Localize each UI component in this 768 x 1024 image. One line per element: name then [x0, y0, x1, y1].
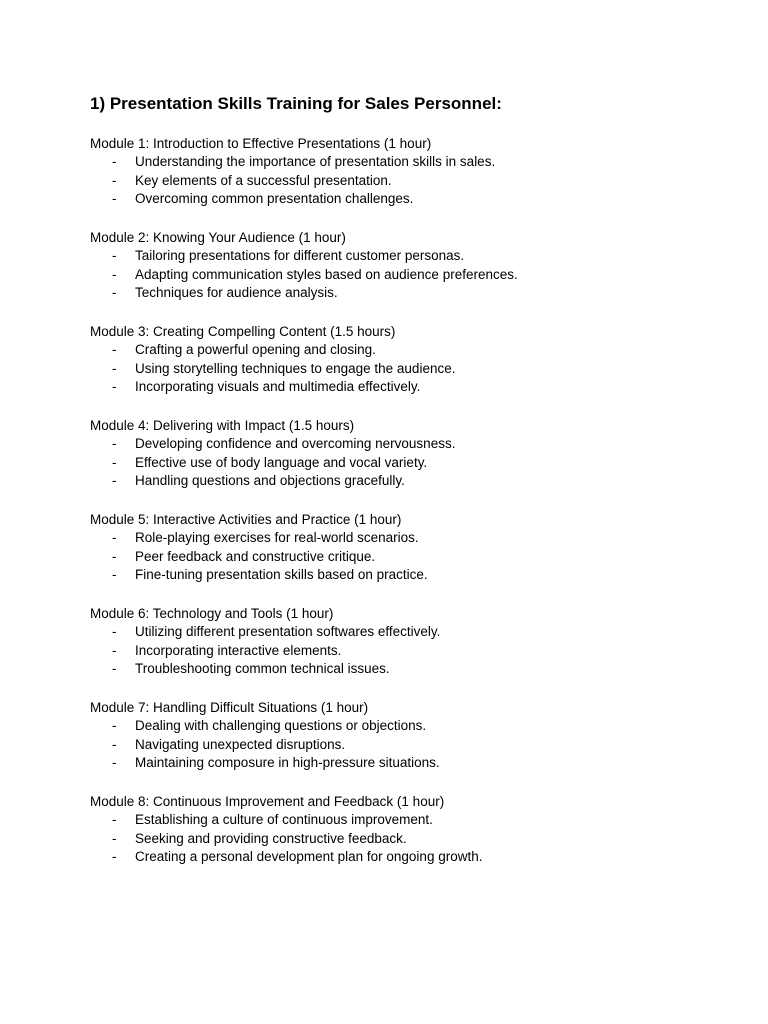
bullet-dash: -	[112, 436, 117, 451]
bullet-dash: -	[112, 473, 117, 489]
module-8	[90, 792, 710, 867]
list-item-text: Adapting communication styles based on audience preferences.	[135, 266, 518, 282]
list-item-text: Incorporating interactive elements.	[135, 642, 342, 658]
list-item	[90, 360, 710, 379]
list-item-text: Maintaining composure in high-pressure situations.	[135, 755, 440, 771]
module-2	[90, 228, 710, 303]
list-item	[90, 811, 710, 830]
bullet-list	[90, 435, 710, 491]
list-item-text: Navigating unexpected disruptions.	[135, 736, 346, 752]
bullet-dash: -	[112, 624, 117, 639]
bullet-dash: -	[112, 530, 117, 545]
list-item	[90, 190, 710, 209]
module-4	[90, 416, 710, 491]
bullet-list	[90, 247, 710, 303]
bullet-dash: -	[112, 154, 117, 169]
list-item	[90, 378, 710, 397]
bullet-dash: -	[112, 454, 117, 470]
bullet-list	[90, 623, 710, 679]
list-item-text: Overcoming common presentation challenges.	[135, 191, 414, 207]
list-item-text: Establishing a culture of continuous improvement.	[135, 812, 433, 827]
list-item	[90, 284, 710, 303]
list-item	[90, 435, 710, 454]
bullet-dash: -	[112, 736, 117, 752]
bullet-list	[90, 717, 710, 773]
bullet-dash: -	[112, 172, 117, 188]
bullet-dash: -	[112, 812, 117, 827]
bullet-list	[90, 811, 710, 867]
list-item	[90, 341, 710, 360]
list-item-text: Understanding the importance of presentation skills in sales.	[135, 154, 496, 169]
list-item	[90, 736, 710, 755]
module-5	[90, 510, 710, 585]
module-heading: Module 4: Delivering with Impact (1.5 hours)	[90, 418, 355, 433]
list-item-text: Incorporating visuals and multimedia effectively.	[135, 379, 421, 395]
module-heading: Module 5: Interactive Activities and Practice (1 hour)	[90, 512, 402, 527]
bullet-dash: -	[112, 379, 117, 395]
bullet-dash: -	[112, 661, 117, 677]
list-item	[90, 454, 710, 473]
list-item	[90, 529, 710, 548]
list-item	[90, 830, 710, 849]
bullet-dash: -	[112, 342, 117, 357]
list-item-text: Utilizing different presentation softwares effectively.	[135, 624, 441, 639]
bullet-dash: -	[112, 360, 117, 376]
bullet-list	[90, 529, 710, 585]
bullet-dash: -	[112, 642, 117, 658]
bullet-dash: -	[112, 285, 117, 301]
list-item-text: Developing confidence and overcoming nervousness.	[135, 436, 456, 451]
list-item-text: Tailoring presentations for different customer personas.	[135, 248, 465, 263]
bullet-dash: -	[112, 567, 117, 583]
list-item	[90, 153, 710, 172]
module-heading: Module 6: Technology and Tools (1 hour)	[90, 606, 334, 621]
bullet-dash: -	[112, 248, 117, 263]
bullet-dash: -	[112, 548, 117, 564]
bullet-dash: -	[112, 266, 117, 282]
list-item-text: Using storytelling techniques to engage the audience.	[135, 360, 456, 376]
list-item	[90, 623, 710, 642]
bullet-dash: -	[112, 849, 117, 865]
list-item	[90, 642, 710, 661]
list-item-text: Crafting a powerful opening and closing.	[135, 342, 376, 357]
list-item-text: Effective use of body language and vocal variety.	[135, 454, 428, 470]
bullet-list	[90, 153, 710, 209]
list-item	[90, 660, 710, 679]
list-item-text: Dealing with challenging questions or objections.	[135, 718, 427, 733]
bullet-list	[90, 341, 710, 397]
list-item-text: Techniques for audience analysis.	[135, 285, 338, 301]
list-item-text: Key elements of a successful presentation.	[135, 172, 392, 188]
bullet-dash: -	[112, 191, 117, 207]
list-item	[90, 472, 710, 491]
list-item-text: Creating a personal development plan for ongoing growth.	[135, 849, 483, 865]
list-item	[90, 247, 710, 266]
document-title: 1) Presentation Skills Training for Sales Personnel:	[90, 94, 502, 113]
list-item-text: Troubleshooting common technical issues.	[135, 661, 390, 677]
module-7	[90, 698, 710, 773]
module-heading: Module 8: Continuous Improvement and Feedback (1 hour)	[90, 794, 445, 809]
bullet-dash: -	[112, 718, 117, 733]
module-6	[90, 604, 710, 679]
list-item-text: Handling questions and objections gracefully.	[135, 473, 405, 489]
bullet-dash: -	[112, 830, 117, 846]
list-item	[90, 266, 710, 285]
list-item-text: Peer feedback and constructive critique.	[135, 548, 376, 564]
module-heading: Module 2: Knowing Your Audience (1 hour)	[90, 230, 346, 245]
bullet-dash: -	[112, 755, 117, 771]
list-item	[90, 548, 710, 567]
list-item	[90, 848, 710, 867]
list-item	[90, 717, 710, 736]
list-item	[90, 172, 710, 191]
list-item	[90, 754, 710, 773]
module-heading: Module 1: Introduction to Effective Presentations (1 hour)	[90, 136, 432, 151]
list-item-text: Role-playing exercises for real-world scenarios.	[135, 530, 419, 545]
list-item	[90, 566, 710, 585]
module-heading: Module 7: Handling Difficult Situations (1 hour)	[90, 700, 369, 715]
list-item-text: Fine-tuning presentation skills based on practice.	[135, 567, 428, 583]
module-1	[90, 134, 710, 209]
module-heading: Module 3: Creating Compelling Content (1.5 hours)	[90, 324, 396, 339]
module-3	[90, 322, 710, 397]
list-item-text: Seeking and providing constructive feedback.	[135, 830, 407, 846]
